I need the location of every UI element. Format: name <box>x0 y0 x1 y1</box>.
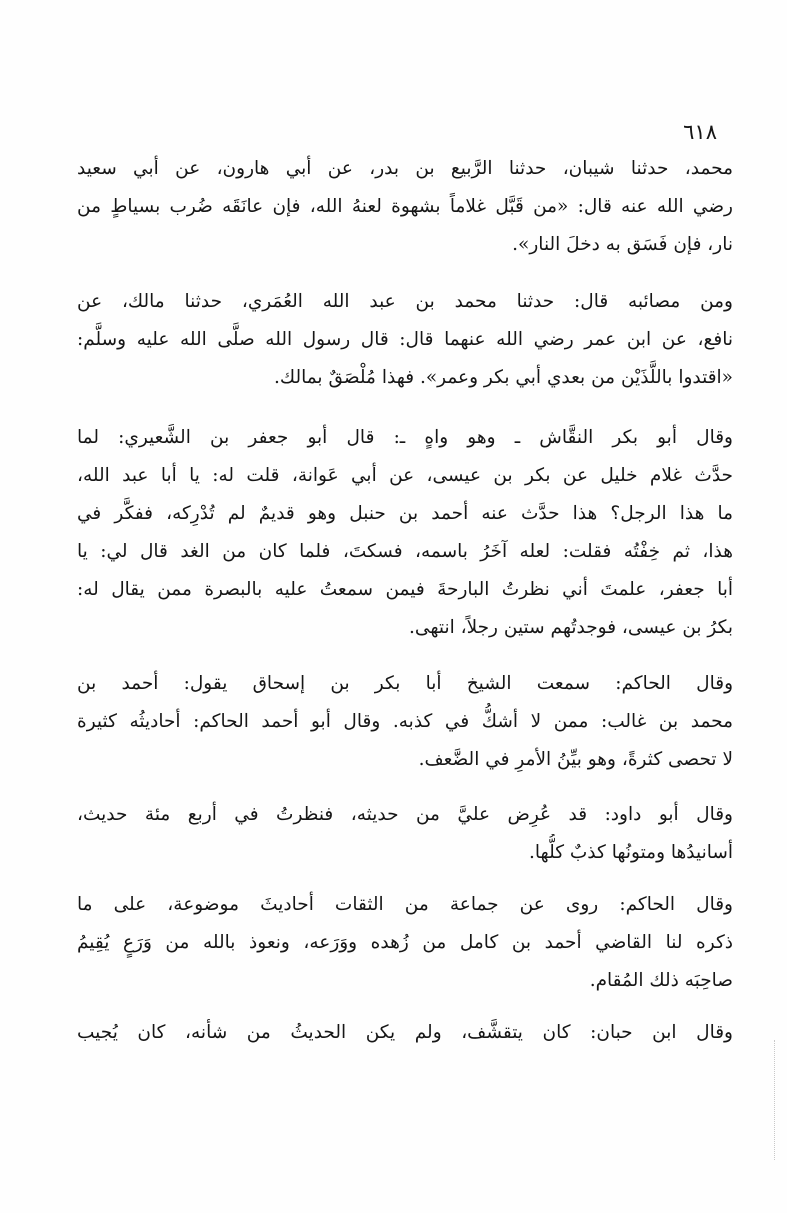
text-line: نار، فإن فَسَق به دخلَ النار». <box>512 234 733 255</box>
text-line: نافع، عن ابن عمر رضي الله عنهما قال: قال رسول الله صلَّى الله عليه وسلَّم: <box>77 329 733 350</box>
text-line: محمد بن غالب: ممن لا أشكُّ في كذبه. وقال أبو أحمد الحاكم: أحاديثُه كثيرة <box>77 711 733 732</box>
paragraph <box>77 796 733 872</box>
text-line: وقال الحاكم: روى عن جماعة من الثقات أحاديثَ موضوعة، على ما <box>77 894 733 915</box>
text-line: ومن مصائبه قال: حدثنا محمد بن عبد الله العُمَري، حدثنا مالك، عن <box>77 291 733 312</box>
text-line: وقال ابن حبان: كان يتقشَّف، ولم يكن الحديثُ من شأنه، كان يُجيب <box>77 1022 733 1043</box>
text-line: أبا جعفر، علمتَ أني نظرتُ البارحةَ فيمن سمعتُ عليه بالبصرة ممن يقال له: <box>77 579 733 600</box>
text-line: ذكره لنا القاضي أحمد بن كامل من زُهده ووَرَعه، ونعوذ بالله من وَرَعٍ يُقِيمُ <box>77 932 733 953</box>
text-line: وقال الحاكم: سمعت الشيخ أبا بكر بن إسحاق يقول: أحمد بن <box>77 673 733 694</box>
text-line: وقال أبو بكر النقَّاش ـ وهو واهٍ ـ: قال أبو جعفر بن الشَّعيري: لما <box>77 427 733 448</box>
paragraph <box>77 283 733 397</box>
paragraph <box>77 665 733 779</box>
text-line: أسانيدُها ومتونُها كذبٌ كلُّها. <box>529 842 733 863</box>
text-line: بكرُ بن عيسى، فوجدتُهم ستين رجلاً، انتهى. <box>409 617 733 638</box>
text-line: رضي الله عنه قال: «من قَبَّل غلاماً بشهوة لعنهُ الله، فإن عانَقَه ضُرب بسياطٍ من <box>77 196 733 217</box>
paragraph <box>77 419 733 647</box>
text-line: هذا، ثم خِفْتُه فقلت: لعله آخَرُ باسمه، فسكتَ، فلما كان من الغد قال لي: يا <box>77 541 733 562</box>
scan-edge-mark <box>773 1040 775 1160</box>
text-line: وقال أبو داود: قد عُرِض عليَّ من حديثه، فنظرتُ في أربع مئة حديث، <box>77 804 733 825</box>
paragraph <box>77 1014 733 1052</box>
text-line: «اقتدوا باللَّذَيْن من بعدي أبي بكر وعمر». فهذا مُلْصَقٌ بمالك. <box>273 367 733 388</box>
text-line: صاحِبَه ذلك المُقام. <box>589 970 733 991</box>
text-line: محمد، حدثنا شيبان، حدثنا الرَّبيع بن بدر، عن أبي هارون، عن أبي سعيد <box>77 158 733 179</box>
text-line: ما هذا الرجل؟ هذا حدَّث عنه أحمد بن حنبل وهو قديمٌ لم تُدْرِكه، ففكَّر في <box>77 503 733 524</box>
text-line: لا تحصى كثرةً، وهو بيِّنُ الأمرِ في الضَّعف. <box>418 749 733 770</box>
paragraph <box>77 150 733 264</box>
text-line: حدَّث غلام خليل عن بكر بن عيسى، عن أبي عَوانة، قلت له: يا أبا عبد الله، <box>77 465 733 486</box>
page-number: ٦١٨ <box>683 120 717 144</box>
paragraph <box>77 886 733 1000</box>
